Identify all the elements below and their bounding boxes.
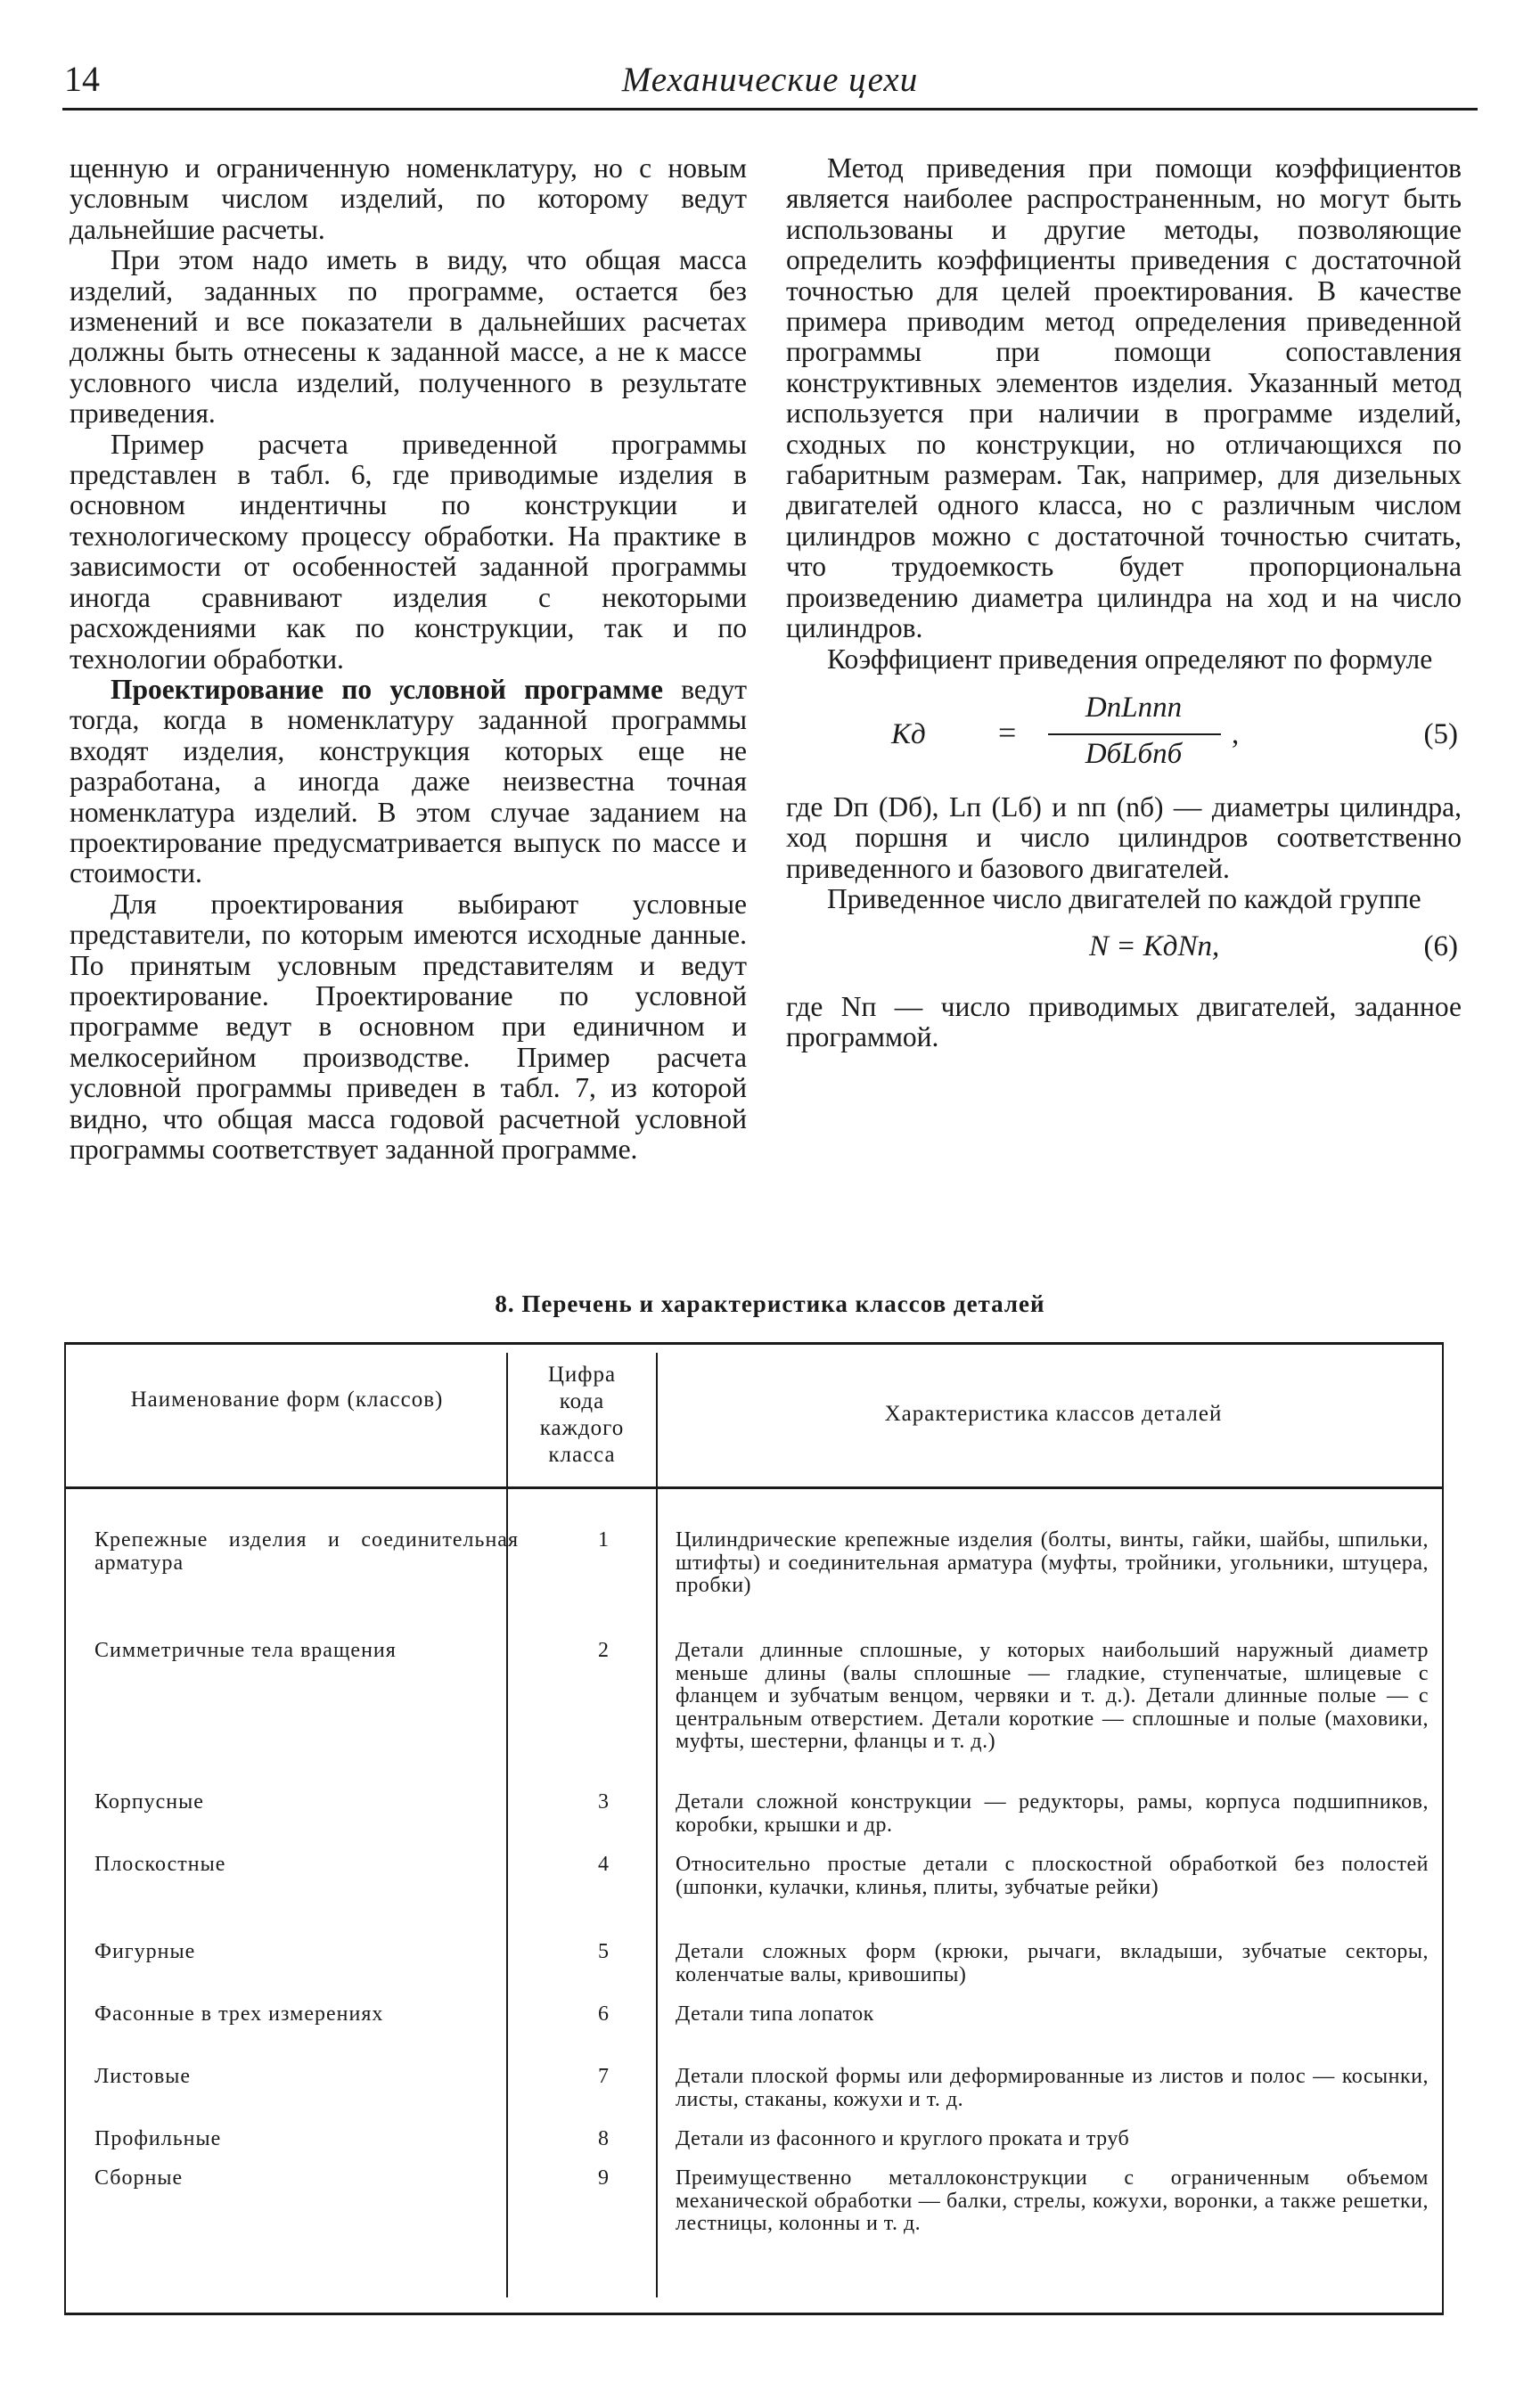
class-name: Профильные	[94, 2127, 222, 2150]
header-rule	[64, 1486, 1444, 1489]
table-right-line	[1442, 1342, 1444, 2315]
paragraph: где Nп — число приводимых двигателей, заданное программой.	[786, 990, 1462, 1052]
formula-6	[786, 928, 1462, 978]
header-description: Характеристика классов деталей	[884, 1402, 1223, 1426]
class-name: Листовые	[94, 2065, 192, 2088]
running-header	[62, 49, 1478, 111]
class-name: Крепежные изделия и соединительная арматура	[94, 1528, 519, 1575]
bold-lead-in: Проектирование по условной программе	[111, 673, 663, 705]
formula-expression: N = KдNп,	[1089, 929, 1220, 962]
class-name: Фасонные в трех измерениях	[94, 2002, 384, 2026]
formula-comma: ,	[1232, 717, 1240, 750]
class-description: Относительно простые детали с плоскостной обработкой без полостей (шпонки, кулачки, клинья, плиты, зубчатые рейки)	[676, 1853, 1429, 1899]
class-code: 8	[598, 2127, 609, 2150]
paragraph	[70, 675, 747, 889]
header-name: Наименование форм (классов)	[130, 1388, 444, 1412]
class-description: Детали плоской формы или деформированные из листов и полос — косынки, листы, стаканы, кожухи и т. д.	[676, 2065, 1429, 2111]
table-left-line	[64, 1342, 66, 2315]
class-description: Детали сложных форм (крюки, рычаги, вкладыши, зубчатые секторы, коленчатые валы, кривошипы)	[676, 1940, 1429, 1986]
header-code: Цифра кода каждого класса	[539, 1363, 625, 1467]
class-code: 7	[598, 2065, 609, 2088]
paragraph-text: ведут тогда, когда в номенклатуру заданной программы входят изделия, конструкция которых еще не разработана, а иногда даже неизвестна точная номенклатура изделий. В этом случае заданием на проектирование предусматривается выпуск по массе и стоимости.	[70, 673, 748, 889]
equals-sign: =	[998, 714, 1017, 750]
class-code: 1	[598, 1528, 609, 1552]
paragraph: Метод приведения при помощи коэффициентов является наиболее распространенным, но могут быть использованы и другие методы, позволяющие определить коэффициенты приведения с достаточной точностью для целей проектирования. В качестве примера приводим метод определения приведенной программы при помощи сопоставления конструктивных элементов изделия. Указанный метод используется при наличии в программе изделий, сходных по конструкции, но отличающихся по габаритным размерам. Так, например, для дизельных двигателей одного класса, но с различным числом цилиндров можно с достаточной точностью считать, что трудоемкость будет пропорциональна произведению диаметра цилиндра на ход и на число цилиндров.	[786, 152, 1462, 644]
classes-table	[64, 1342, 1444, 2315]
column-divider	[656, 1353, 658, 2297]
paragraph: Для проектирования выбирают условные представители, по которым имеются исходные данные. По принятым условным представителям и ведут проектирование. Проектирование по условной программе ведут в основном при единичном и мелкосерийном производстве. Пример расчета условной программы приведен в табл. 7, из которой видно, что общая масса годовой расчетной условной программы соответствует заданной программе.	[70, 888, 747, 1165]
paragraph: При этом надо иметь в виду, что общая масса изделий, заданных по программе, остается без изменений и все показатели в дальнейших расчетах должны быть отнесены к заданной массе, а не к массе условного числа изделий, полученного в результате приведения.	[70, 244, 747, 430]
formula-lhs: Kд	[891, 717, 926, 750]
class-description: Детали типа лопаток	[676, 2002, 874, 2026]
formula-5	[786, 692, 1462, 778]
page-number: 14	[64, 59, 100, 99]
class-code: 9	[598, 2166, 609, 2190]
paragraph: щенную и ограниченную номенклатуру, но с новым условным числом изделий, по которому ведут дальнейшие расчеты.	[70, 152, 747, 245]
class-description: Преимущественно металлоконструкции с ограниченным объемом механической обработки — балки, стрелы, кожухи, воронки, а также решетки, лестницы, колонны и т. д.	[676, 2166, 1429, 2235]
paragraph: Приведенное число двигателей по каждой группе	[827, 883, 1421, 915]
class-code: 6	[598, 2002, 609, 2026]
fraction	[891, 691, 1240, 778]
paragraph: Пример расчета приведенной программы представлен в табл. 6, где приводимые изделия в основном индентичны по конструкции и технологическому процессу обработки. На практике в зависимости от особенностей заданной программы иногда сравнивают изделия с некоторыми расхождениями как по конструкции, так и по технологии обработки.	[70, 428, 747, 675]
left-column	[70, 153, 747, 1165]
class-name: Фигурные	[94, 1940, 196, 1963]
class-name: Корпусные	[94, 1790, 204, 1814]
class-code: 4	[598, 1853, 609, 1876]
paragraph: Коэффициент приведения определяют по формуле	[827, 643, 1433, 675]
right-column	[786, 153, 1462, 1052]
class-description: Детали сложной конструкции — редукторы, рамы, корпуса подшипников, коробки, крышки и др.	[676, 1790, 1429, 1837]
formula-number: (6)	[1423, 929, 1458, 962]
class-name: Сборные	[94, 2166, 184, 2190]
running-title: Механические цехи	[621, 61, 919, 99]
class-code: 3	[598, 1790, 609, 1814]
class-description: Детали длинные сплошные, у которых наибольший наружный диаметр меньше длины (валы сплошные — гладкие, ступенчатые, шлицевые с фланцем и зубчатым венцом, червяки и т. д.). Детали длинные полые — с центральным отверстием. Детали короткие — сплошные и полые (маховики, муфты, шестерни, фланцы и т. д.)	[676, 1639, 1429, 1753]
paragraph: где Dп (Dб), Lп (Lб) и nп (nб) — диаметры цилиндра, ход поршня и число цилиндров соответственно приведенного и базового двигателей.	[786, 790, 1462, 884]
numerator: DпLпnп	[1085, 691, 1183, 724]
class-code: 2	[598, 1639, 609, 1662]
class-name: Плоскостные	[94, 1853, 226, 1876]
fraction-bar	[1048, 733, 1221, 735]
table-top-rule	[64, 1342, 1444, 1345]
class-description: Детали из фасонного и круглого проката и труб	[676, 2127, 1130, 2150]
table-bottom-rule	[64, 2313, 1444, 2315]
column-divider	[506, 1353, 508, 2297]
class-description: Цилиндрические крепежные изделия (болты, винты, гайки, шайбы, шпильки, штифты) и соединительная арматура (муфты, тройники, угольники, штуцера, пробки)	[676, 1528, 1429, 1597]
formula-number: (5)	[1423, 717, 1458, 750]
denominator: DбLбnб	[1085, 737, 1183, 770]
table-caption: 8. Перечень и характеристика классов деталей	[495, 1290, 1045, 1317]
class-code: 5	[598, 1940, 609, 1963]
class-name: Симметричные тела вращения	[94, 1639, 397, 1662]
